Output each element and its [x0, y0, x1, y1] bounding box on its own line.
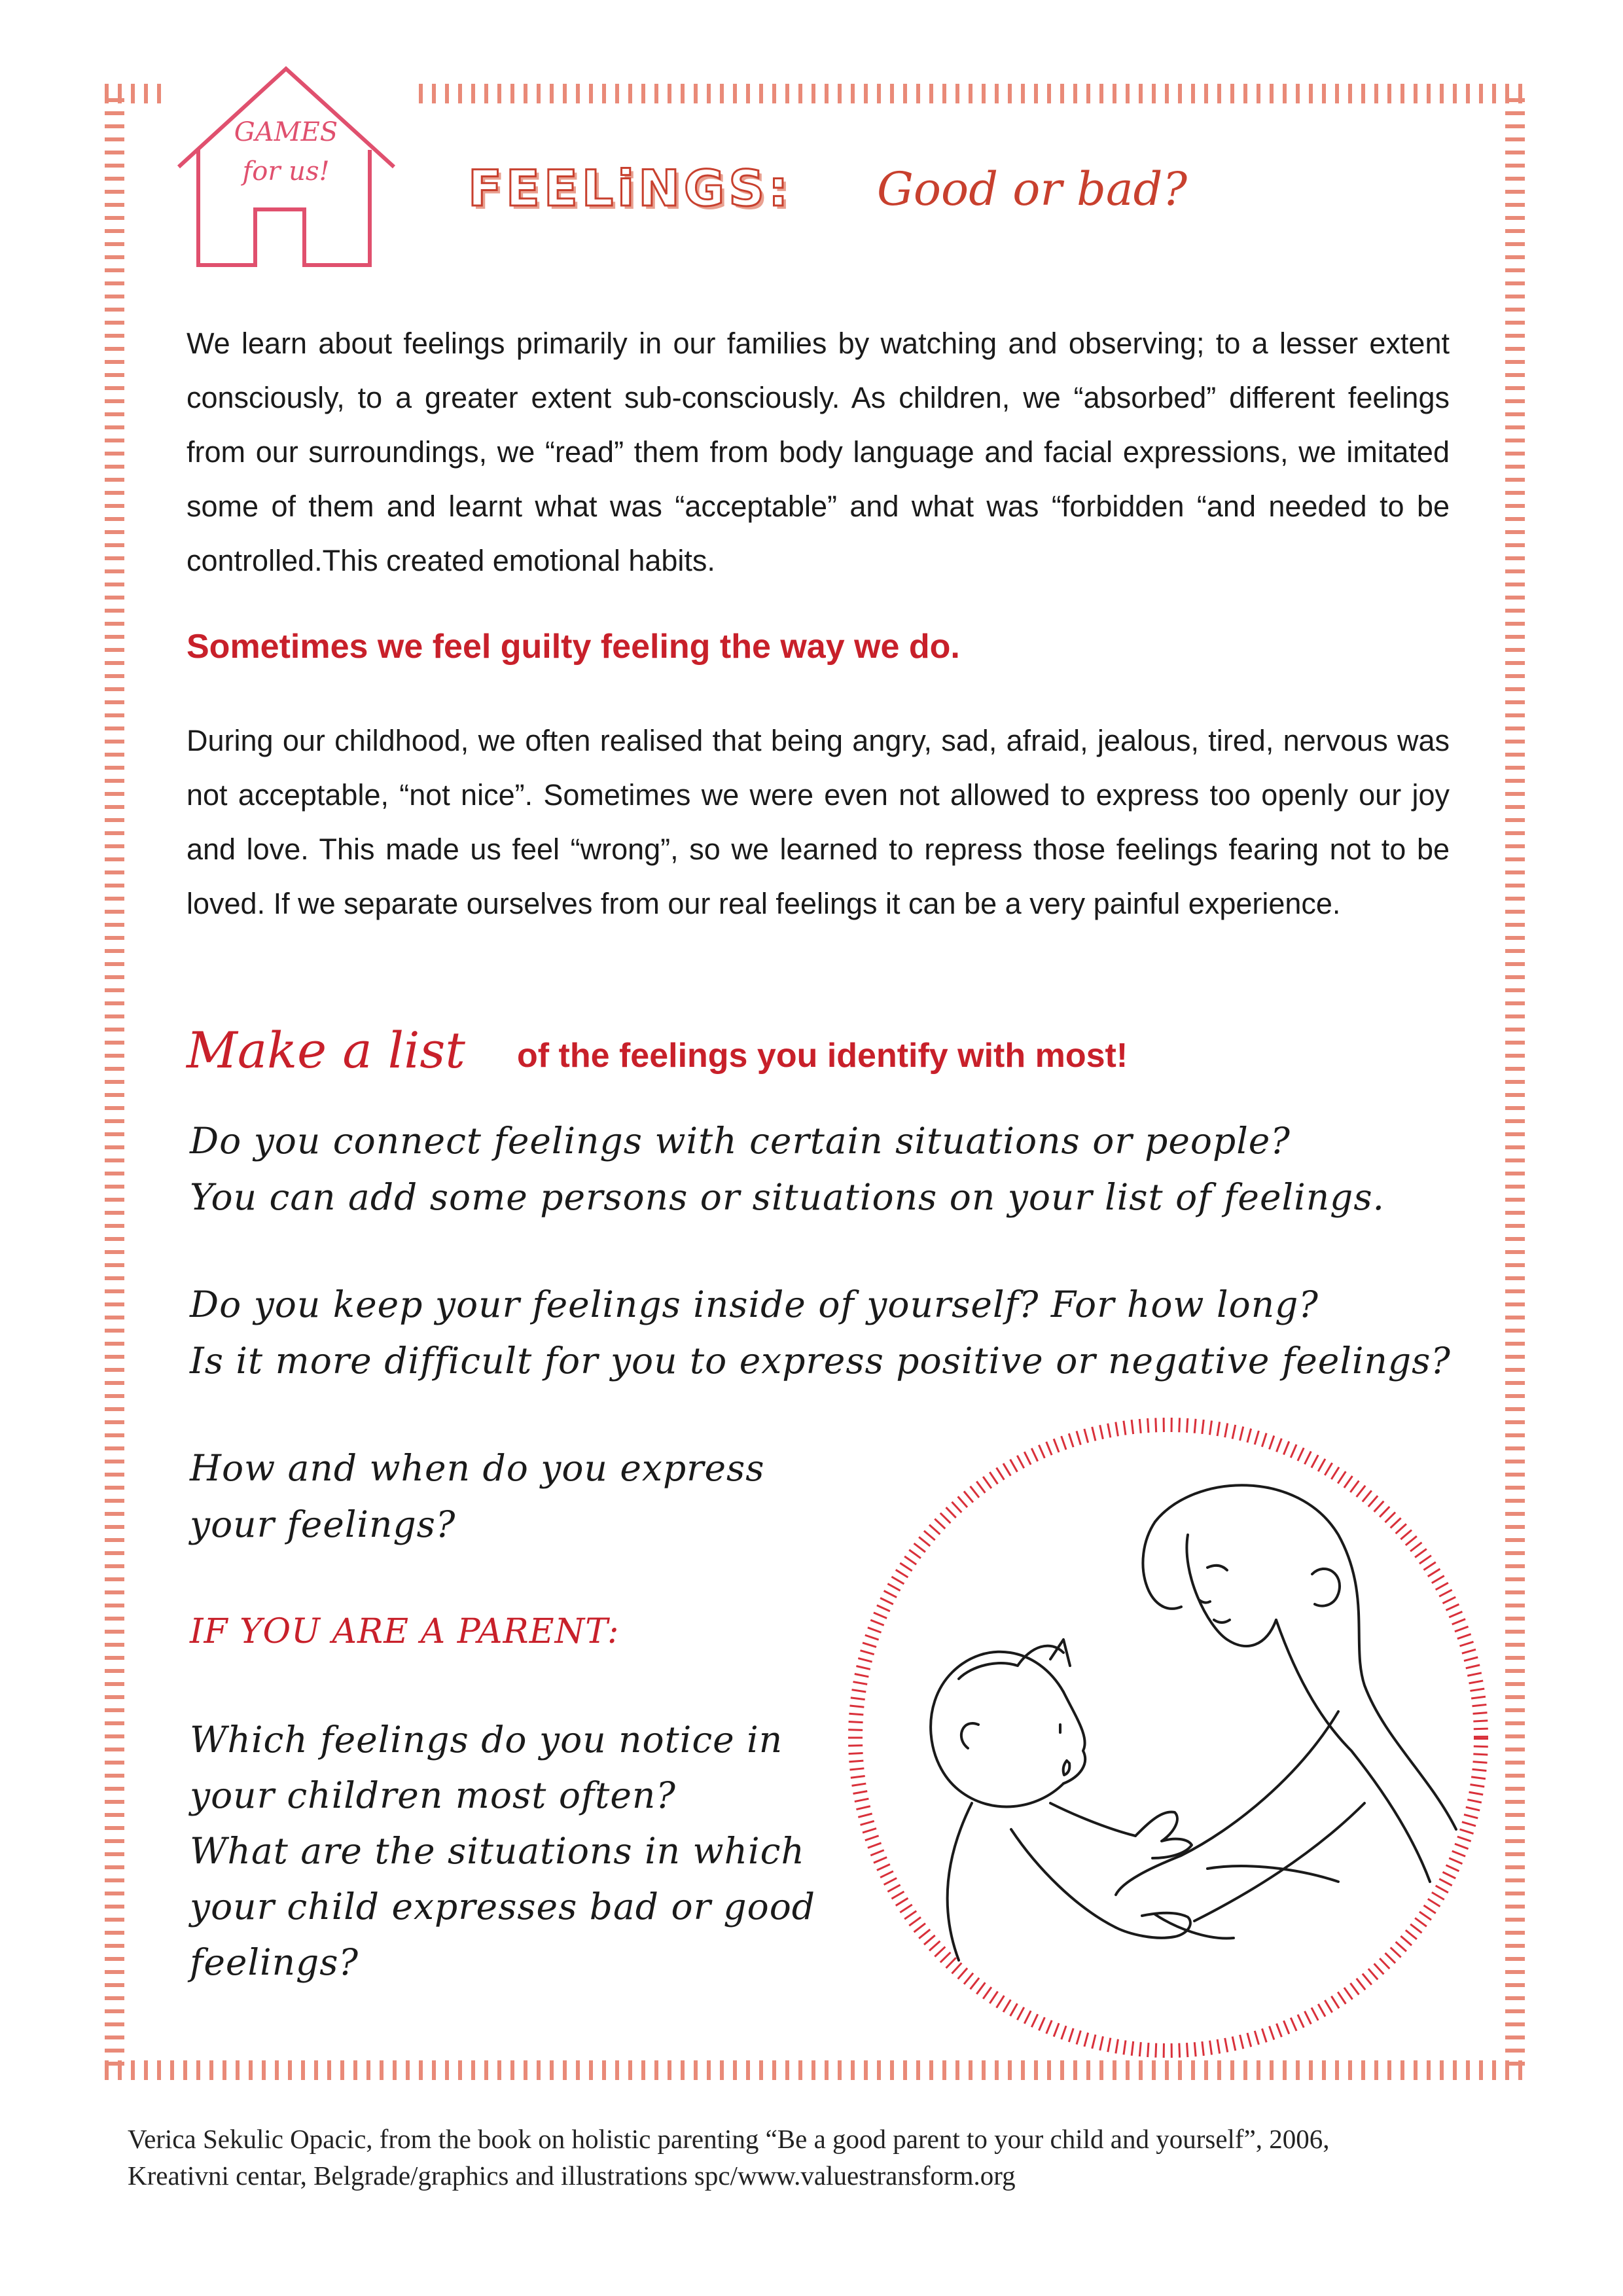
badge-line1: GAMES [234, 117, 338, 147]
parent-heading: IF YOU ARE A PARENT: [190, 1612, 620, 1651]
footer-line-2: Kreativni centar, Belgrade/graphics and illustrations spc/www.valuestransform.org [128, 2161, 1016, 2191]
parent-question-2b: your child expresses bad or good [190, 1886, 816, 1928]
frame-left [105, 98, 124, 2068]
parent-question-1a: Which feelings do you notice in [190, 1719, 783, 1761]
frame-top-right [419, 84, 1525, 103]
badge-line2: for us! [242, 156, 330, 187]
make-list-script: Make a list [187, 1021, 465, 1079]
question-1b: You can add some persons or situations on your list of feelings. [190, 1176, 1385, 1218]
question-1a: Do you connect feelings with certain situations or people? [190, 1120, 1291, 1162]
make-list-rest: of the feelings you identify with most! [517, 1037, 1128, 1075]
footer-credit [128, 2121, 1567, 2194]
parent-question-2a: What are the situations in which [190, 1830, 805, 1872]
question-3b: your feelings? [190, 1503, 456, 1545]
page-subtitle: Good or bad? [877, 162, 1188, 216]
parent-question-1b: your children most often? [190, 1774, 676, 1816]
footer-line-1: Verica Sekulic Opacic, from the book on holistic parenting “Be a good parent to your child and yourself”, 2006, [128, 2124, 1330, 2154]
page-title: FEELiNGS: [468, 159, 793, 217]
guilt-subheading: Sometimes we feel guilty feeling the way we do. [187, 628, 960, 666]
games-badge [173, 62, 399, 272]
question-2a: Do you keep your feelings inside of yourself? For how long? [190, 1283, 1319, 1325]
frame-right [1505, 98, 1525, 2068]
question-2b: Is it more difficult for you to express positive or negative feelings? [190, 1340, 1451, 1382]
intro-paragraph: We learn about feelings primarily in our families by watching and observing; to a lesser extent consciously, to a greater extent sub-consciously. As children, we “absorbed” different feelings from our surroundings, we “read” them from body language and facial expressions, we imitated some of them and learnt what was “acceptable” and what was “forbidden “and needed to be controlled.This created emotional habits. [187, 327, 1450, 577]
house-icon [173, 62, 399, 272]
mother-and-child-illustration [841, 1410, 1495, 2065]
parent-question-2c: feelings? [190, 1941, 359, 1983]
question-3a: How and when do you express [190, 1447, 765, 1489]
childhood-paragraph: During our childhood, we often realised that being angry, sad, afraid, jealous, tired, nervous was not acceptable, “not nice”. Sometimes we were even not allowed to express too openly our joy and love. This made us feel “wrong”, so we learned to repress those feelings fearing not to be loved. If we separate ourselves from our real feelings it can be a very painful experience. [187, 724, 1450, 920]
